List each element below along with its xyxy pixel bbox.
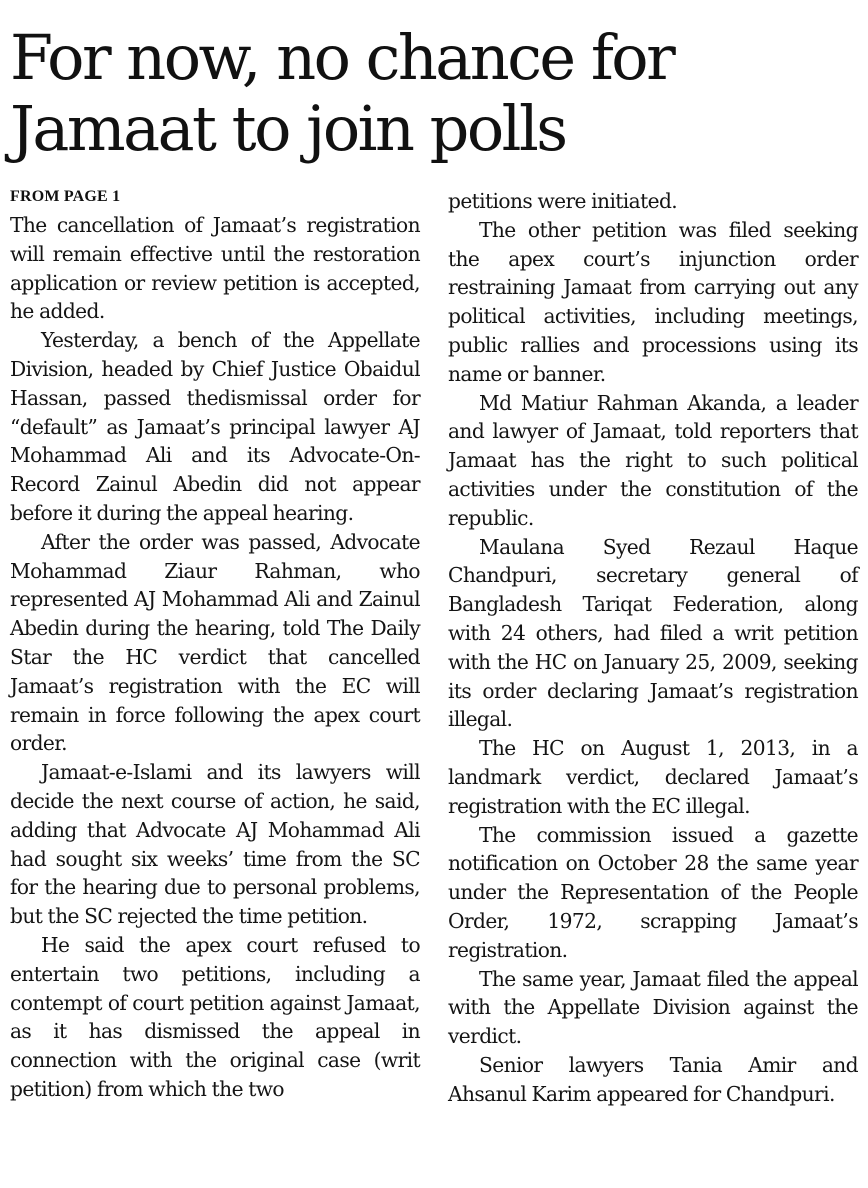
paragraph: The cancellation of Jamaat’s registration will remain effective until the restoration application or review petition is accepted, he added.	[10, 213, 420, 324]
paragraph: Maulana Syed Rezaul Haque Chandpuri, secretary general of Bangladesh Tariqat Federation, along with 24 others, had filed a writ petition with the HC on January 25, 2009, seeking its order declaring Jamaat’s registration illegal.	[448, 534, 858, 732]
paragraph: Jamaat-e-Islami and its lawyers will decide the next course of action, he said, adding that Advocate AJ Mohammad Ali had sought six weeks’ time from the SC for the hearing due to personal problems, but the SC rejected the time petition.	[10, 760, 420, 929]
paragraph: petitions were initiated.	[448, 189, 678, 213]
continuation-kicker: FROM PAGE 1	[10, 188, 121, 205]
headline-line-2: Jamaat to join polls	[10, 92, 566, 165]
paragraph: He said the apex court refused to entertain two petitions, including a contempt of court petition against Jamaat, as it has dismissed the appeal in connection with the original case (writ petition) from which the two	[10, 932, 420, 1101]
paragraph: The HC on August 1, 2013, in a landmark verdict, declared Jamaat’s registration with the EC illegal.	[448, 736, 858, 818]
headline	[10, 22, 860, 164]
paragraph: The commission issued a gazette notification on October 28 the same year under the Representation of the People Order, 1972, scrapping Jamaat’s registration.	[448, 822, 858, 962]
article-column-right	[448, 187, 858, 1109]
paragraph: The other petition was filed seeking the apex court’s injunction order restraining Jamaat from carrying out any political activities, including meetings, public rallies and processions using its name or banner.	[448, 217, 858, 386]
paragraph: Yesterday, a bench of the Appellate Division, headed by Chief Justice Obaidul Hassan, passed thedismissal order for “default” as Jamaat’s principal lawyer AJ Mohammad Ali and its Advocate-On-Record Zainul Abedin did not appear before it during the appeal hearing.	[10, 328, 420, 525]
paragraph: After the order was passed, Advocate Mohammad Ziaur Rahman, who represented AJ Mohammad Ali and Zainul Abedin during the hearing, told The Daily Star the HC verdict that cancelled Jamaat’s registration with the EC will remain in force following the apex court order.	[10, 529, 420, 756]
article-column-left	[10, 211, 420, 1104]
headline-line-1: For now, no chance for	[10, 21, 674, 94]
paragraph: Senior lawyers Tania Amir and Ahsanul Karim appeared for Chandpuri.	[448, 1052, 858, 1106]
paragraph: The same year, Jamaat filed the appeal with the Appellate Division against the verdict.	[448, 966, 858, 1049]
paragraph: Md Matiur Rahman Akanda, a leader and lawyer of Jamaat, told reporters that Jamaat has the right to such political activities under the constitution of the republic.	[448, 390, 858, 530]
